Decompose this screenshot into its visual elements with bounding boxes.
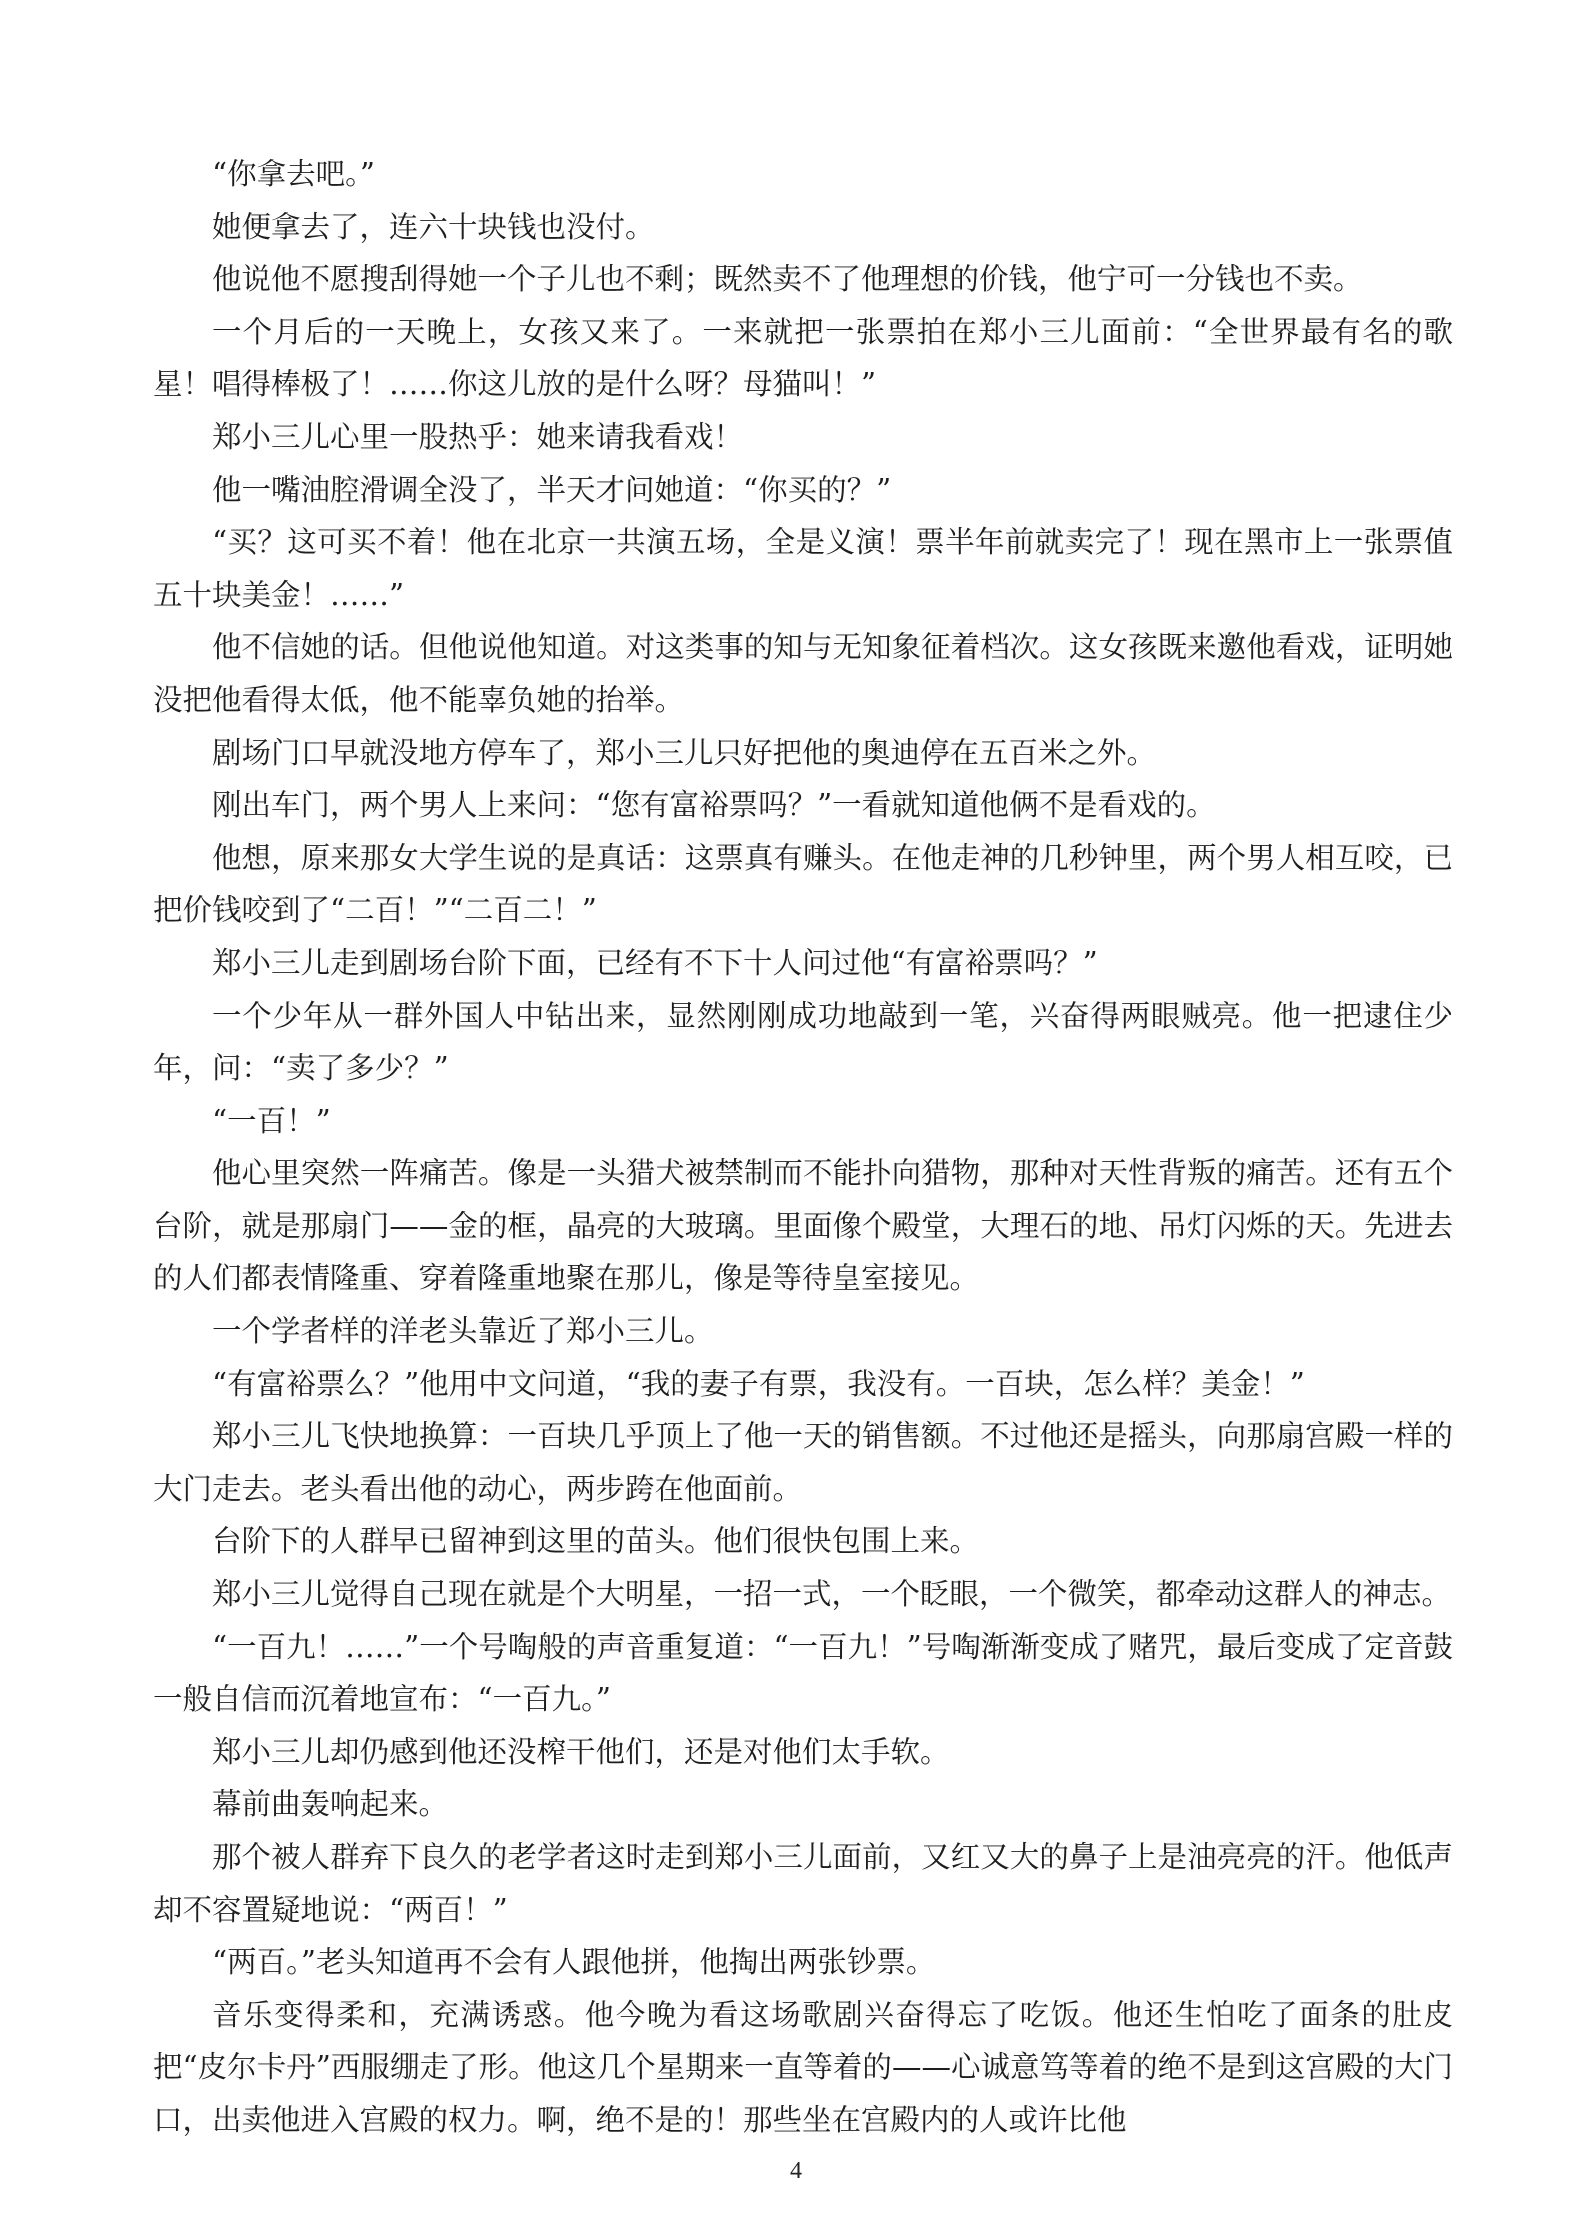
paragraph: 郑小三儿走到剧场台阶下面，已经有不下十人问过他“有富裕票吗？” <box>212 945 1098 980</box>
paragraph: 一个月后的一天晚上，女孩又来了。一来就把一张票拍在郑小三儿面前：“全世界最有名的歌星！唱得棒极了！……你这儿放的是什么呀？母猫叫！” <box>153 314 1453 402</box>
paragraph: “有富裕票么？”他用中文问道，“我的妻子有票，我没有。一百块，怎么样？美金！” <box>212 1366 1305 1401</box>
body-text <box>153 148 1453 2147</box>
paragraph: 一个学者样的洋老头靠近了郑小三儿。 <box>212 1314 714 1349</box>
paragraph: “一百！” <box>212 1103 331 1138</box>
paragraph: 她便拿去了，连六十块钱也没付。 <box>212 209 655 244</box>
paragraph: 他一嘴油腔滑调全没了，半天才问她道：“你买的？” <box>212 472 892 507</box>
paragraph: “两百。”老头知道再不会有人跟他拼，他掏出两张钞票。 <box>212 1945 936 1980</box>
paragraph: 那个被人群弃下良久的老学者这时走到郑小三儿面前，又红又大的鼻子上是油亮亮的汗。他低声却不容置疑地说：“两百！” <box>153 1840 1453 1927</box>
paragraph: 郑小三儿心里一股热乎：她来请我看戏！ <box>212 419 744 454</box>
paragraph: “你拿去吧。” <box>212 157 375 191</box>
paragraph: 他不信她的话。但他说他知道。对这类事的知与无知象征着档次。这女孩既来邀他看戏，证明她没把他看得太低，他不能辜负她的抬举。 <box>153 630 1453 717</box>
paragraph: 刚出车门，两个男人上来问：“您有富裕票吗？”一看就知道他俩不是看戏的。 <box>212 788 1216 823</box>
paragraph: 郑小三儿却仍感到他还没榨干他们，还是对他们太手软。 <box>212 1734 950 1769</box>
paragraph: 他说他不愿搜刮得她一个子儿也不剩；既然卖不了他理想的价钱，他宁可一分钱也不卖。 <box>212 262 1363 297</box>
paragraph: 郑小三儿飞快地换算：一百块几乎顶上了他一天的销售额。不过他还是摇头，向那扇宫殿一样的大门走去。老头看出他的动心，两步跨在他面前。 <box>153 1419 1453 1506</box>
paragraph: 幕前曲轰响起来。 <box>212 1787 449 1822</box>
paragraph: 一个少年从一群外国人中钻出来，显然刚刚成功地敲到一笔，兴奋得两眼贼亮。他一把逮住少年，问：“卖了多少？” <box>153 998 1453 1086</box>
paragraph: “买？这可买不着！他在北京一共演五场，全是义演！票半年前就卖完了！现在黑市上一张票值五十块美金！……” <box>153 525 1453 612</box>
paragraph: 剧场门口早就没地方停车了，郑小三儿只好把他的奥迪停在五百米之外。 <box>212 735 1157 770</box>
paragraph: “一百九！……”一个号啕般的声音重复道：“一百九！”号啕渐渐变成了赌咒，最后变成了定音鼓一般自信而沉着地宣布：“一百九。” <box>153 1629 1453 1717</box>
paragraph: 他心里突然一阵痛苦。像是一头猎犬被禁制而不能扑向猎物，那种对天性背叛的痛苦。还有五个台阶，就是那扇门——金的框，晶亮的大玻璃。里面像个殿堂，大理石的地、吊灯闪烁的天。先进去的人们都表情隆重、穿着隆重地聚在那儿，像是等待皇室接见。 <box>153 1156 1453 1296</box>
paragraph: 音乐变得柔和，充满诱惑。他今晚为看这场歌剧兴奋得忘了吃饭。他还生怕吃了面条的肚皮把“皮尔卡丹”西服绷走了形。他这几个星期来一直等着的——心诚意笃等着的绝不是到这宫殿的大门口，出卖他进入宫殿的权力。啊，绝不是的！那些坐在宫殿内的人或许比他 <box>153 1997 1453 2137</box>
paragraph: 他想，原来那女大学生说的是真话：这票真有赚头。在他走神的几秒钟里，两个男人相互咬，已把价钱咬到了“二百！”“二百二！” <box>153 840 1453 928</box>
paragraph: 郑小三儿觉得自己现在就是个大明星，一招一式，一个眨眼，一个微笑，都牵动这群人的神志。 <box>212 1577 1452 1612</box>
paragraph: 台阶下的人群早已留神到这里的苗头。他们很快包围上来。 <box>212 1524 980 1559</box>
page-number: 4 <box>790 2158 802 2184</box>
